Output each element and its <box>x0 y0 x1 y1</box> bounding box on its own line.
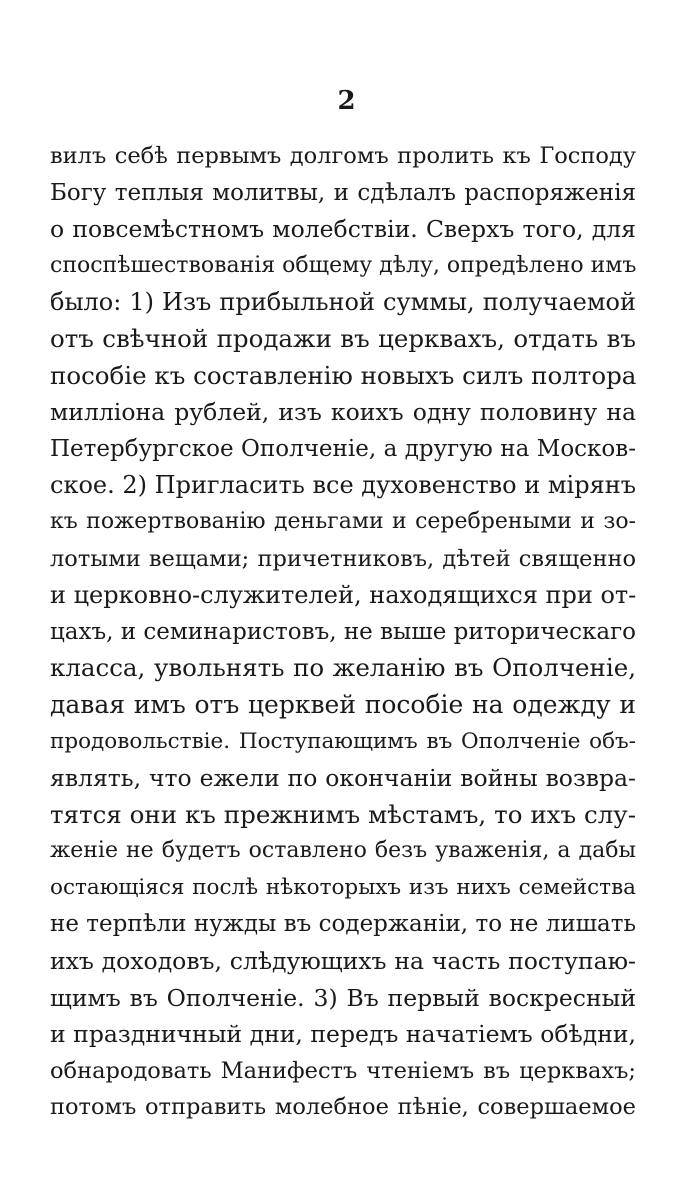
text-line: и церковно-служителей, находящихся при от- <box>50 581 636 610</box>
text-line: остающіяся послѣ нѣкоторыхъ изъ нихъ семейства <box>50 874 636 900</box>
text-line: было: 1) Изъ прибыльной суммы, получаемой <box>50 288 636 317</box>
text-line: милліона рублей, изъ коихъ одну половину на <box>50 398 636 427</box>
text-line: къ пожертвованію деньгами и серебреными и зо- <box>50 508 636 534</box>
text-line: давая имъ отъ церквей пособіе на одежду и <box>50 689 636 719</box>
text-line: о повсемѣстномъ молебствіи. Сверхъ того, для <box>50 215 636 244</box>
text-line: споспѣшествованія общему дѣлу, опредѣлено имъ <box>50 252 636 278</box>
text-line: щимъ въ Ополченіе. 3) Въ первый воскресный <box>50 983 636 1012</box>
page-number: 2 <box>337 86 356 116</box>
text-line: вилъ себѣ первымъ долгомъ пролить къ Господу <box>50 143 636 169</box>
text-line: тятся они къ прежнимъ мѣстамъ, то ихъ слу- <box>50 799 636 829</box>
text-line: являть, что ежели по окончаніи войны возвра- <box>50 764 636 793</box>
text-line: ихъ доходовъ, слѣдующихъ на часть поступаю- <box>50 947 636 976</box>
body-text <box>50 138 636 1126</box>
text-line: отъ свѣчной продажи въ церквахъ, отдать въ <box>50 323 636 353</box>
text-line: обнародовать Манифестъ чтеніемъ въ церквахъ; <box>50 1057 636 1084</box>
text-line: пособіе къ составленію новыхъ силъ полтора <box>50 360 636 390</box>
text-line: лотыми вещами; причетниковъ, дѣтей священно <box>50 545 636 572</box>
text-line: продовольствіе. Поступающимъ въ Ополченіе объ- <box>50 728 636 754</box>
text-line: Петербургское Ополченіе, а другую на Москов- <box>50 435 636 462</box>
text-line: класса, увольнять по желанію въ Ополченіе, <box>50 653 636 683</box>
text-line: Богу теплыя молитвы, и сдѣлалъ распоряженія <box>50 179 636 206</box>
text-line: цахъ, и семинаристовъ, не выше риторическаго <box>50 618 636 645</box>
text-line: ское. 2) Пригласить все духовенство и мірянъ <box>50 471 636 500</box>
text-line: и праздничный дни, передъ начатіемъ обѣдни, <box>50 1020 636 1049</box>
text-line: не терпѣли нужды въ содержаніи, то не лишать <box>50 911 636 938</box>
text-line: женіе не будетъ оставлено безъ уваженія, а дабы <box>50 838 636 864</box>
text-line: потомъ отправить молебное пѣніе, совершаемое <box>50 1094 636 1121</box>
